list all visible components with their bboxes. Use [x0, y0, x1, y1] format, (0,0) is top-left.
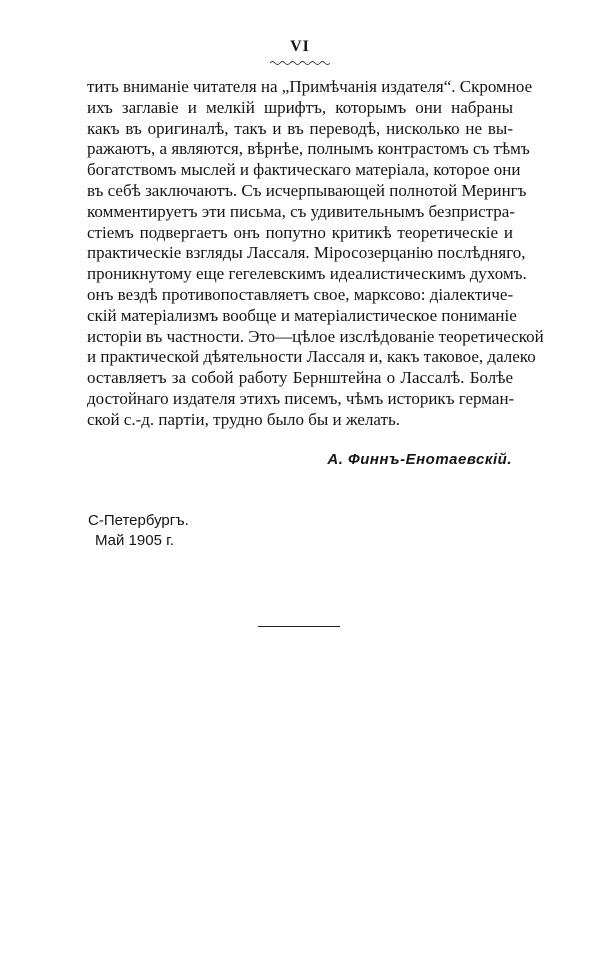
paragraph-line: ской с.-д. партіи, трудно было бы и желать.	[87, 409, 400, 429]
wavy-underline-ornament	[270, 60, 330, 66]
page-number: VI	[290, 38, 310, 55]
paragraph-line: практическіе взгляды Лассаля. Міросозерцанію послѣдняго,	[87, 243, 526, 263]
paragraph-line: достойнаго издателя этихъ писемъ, чѣмъ историкъ герман-	[87, 388, 515, 408]
paragraph-line: тить вниманіе читателя на „Примѣчанія издателя“. Скромное	[87, 77, 533, 96]
place-line: С-Петербургъ.	[88, 512, 189, 529]
place-date-block	[88, 511, 189, 551]
end-rule-divider	[258, 626, 340, 627]
date-line: Май 1905 г.	[95, 532, 174, 549]
paragraph-line: комментируетъ эти письма, съ удивительнымъ безпристра-	[87, 201, 515, 221]
paragraph-line: оставляетъ за собой работу Бернштейна о Лассалѣ. Болѣе	[87, 368, 513, 388]
paragraph-line: въ себѣ заключаютъ. Съ исчерпывающей полнотой Мерингъ	[87, 180, 527, 200]
paragraph-line: стіемъ подвергаетъ онъ попутно критикѣ теоретическіе и	[87, 222, 513, 242]
paragraph-line: ихъ заглавіе и мелкій шрифтъ, которымъ они набраны	[87, 97, 513, 117]
paragraph-line: и практической дѣятельности Лассаля и, какъ таковое, далеко	[87, 347, 536, 367]
paragraph-line: исторіи въ частности. Это—цѣлое изслѣдованіе теоретической	[87, 326, 544, 346]
paragraph-line: ражаютъ, а являются, вѣрнѣе, полнымъ контрастомъ съ тѣмъ	[87, 139, 530, 159]
main-paragraph	[87, 77, 544, 431]
author-signature: А. Финнъ-Енотаевскій.	[327, 451, 512, 468]
paragraph-line: скій матеріализмъ вообще и матеріалистическое пониманіе	[87, 305, 517, 325]
paragraph-line: богатствомъ мыслей и фактическаго матеріала, которое они	[87, 160, 521, 180]
paragraph-line: какъ въ оригиналѣ, такъ и въ переводѣ, нисколько не вы-	[87, 118, 513, 138]
paragraph-line: проникнутому еще гегелевскимъ идеалистическимъ духомъ.	[87, 264, 527, 284]
paragraph-line: онъ вездѣ противопоставляетъ свое, марксово: діалектиче-	[87, 284, 514, 304]
